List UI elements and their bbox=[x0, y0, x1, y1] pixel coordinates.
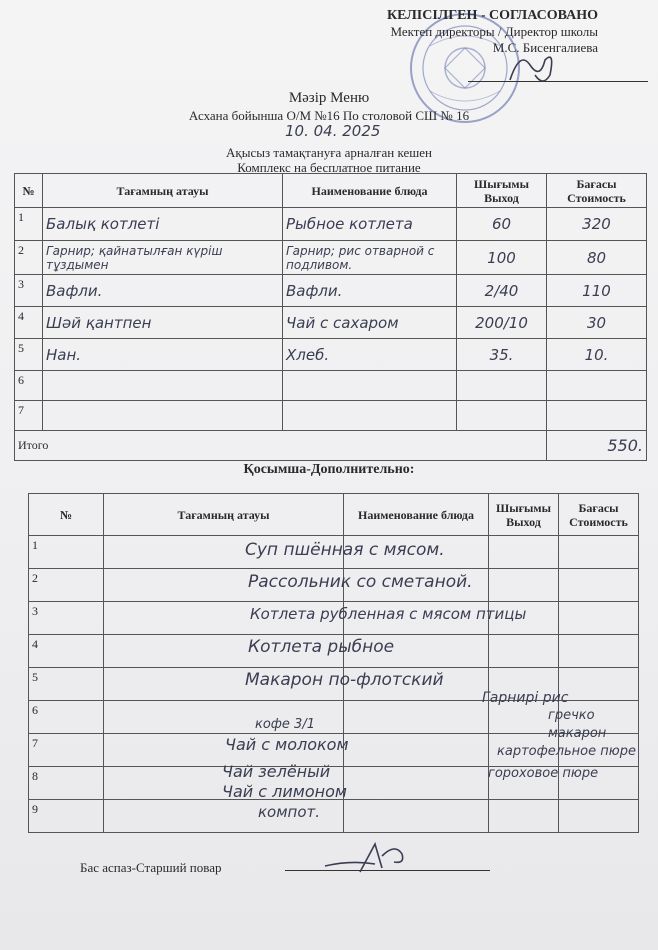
dish-ru: Чай с сахаром bbox=[283, 307, 457, 339]
complex-kz: Ақысыз тамақтануға арналған кешен bbox=[226, 145, 432, 160]
handwritten-entry: гречко bbox=[548, 708, 595, 723]
col-number: № bbox=[15, 174, 43, 208]
extra-section-title: Қосымша-Дополнительно: bbox=[243, 462, 415, 477]
director-name: М.С. Бисенгалиева bbox=[492, 40, 598, 55]
approval-block bbox=[387, 8, 598, 56]
table-row: 3 Вафли. Вафли. 2/40 110 bbox=[15, 275, 647, 307]
table-row: 3 bbox=[29, 602, 639, 635]
complex-ru: Комплекс на бесплатное питание bbox=[237, 160, 421, 175]
handwritten-entry: макарон bbox=[548, 726, 607, 741]
table-row: 1 Балық котлеті Рыбное котлета 60 320 bbox=[15, 208, 647, 241]
table-row: 7 bbox=[29, 734, 639, 767]
table-row: 4 bbox=[29, 635, 639, 668]
table-row: 5 Нан. Хлеб. 35. 10. bbox=[15, 339, 647, 371]
total-row bbox=[15, 431, 647, 461]
dish-kz: Нан. bbox=[43, 339, 283, 371]
chef-signature bbox=[320, 838, 420, 878]
canteen-line: Асхана бойынша О/М №16 По столовой СШ № 16 bbox=[188, 108, 470, 123]
col-name-ru: Наименование блюда bbox=[283, 174, 457, 208]
table-row: 5 bbox=[29, 668, 639, 701]
handwritten-entry: Рассольник со сметаной. bbox=[248, 572, 473, 592]
dish-output: 200/10 bbox=[457, 307, 547, 339]
table-row: 4 Шәй қантпен Чай с сахаром 200/10 30 bbox=[15, 307, 647, 339]
handwritten-entry: кофе 3/1 bbox=[255, 717, 315, 732]
col-output: Шығымы Выход bbox=[489, 494, 559, 536]
handwritten-entry: картофельное пюре bbox=[497, 744, 636, 759]
table-row: 6 bbox=[29, 701, 639, 734]
table-row: 8 bbox=[29, 767, 639, 800]
col-name-kz: Тағамның атауы bbox=[104, 494, 344, 536]
handwritten-entry: Суп пшённая с мясом. bbox=[245, 540, 445, 560]
director-position: Мектеп директоры / Директор школы bbox=[390, 24, 598, 39]
handwritten-entry: Гарнирі рис bbox=[482, 690, 569, 706]
dish-output: 2/40 bbox=[457, 275, 547, 307]
dish-kz: Вафли. bbox=[43, 275, 283, 307]
handwritten-entry: Котлета рубленная с мясом птицы bbox=[250, 605, 527, 623]
handwritten-entry: гороховое пюре bbox=[488, 766, 599, 781]
chef-label: Бас аспаз-Старший повар bbox=[80, 860, 222, 875]
director-signature bbox=[505, 45, 565, 90]
dish-kz: Шәй қантпен bbox=[43, 307, 283, 339]
handwritten-entry: Котлета рыбное bbox=[248, 637, 395, 657]
table-row: 2 Гарнир; қайнатылған күріш тұздымен Гарнир; рис отварной с подливом. 100 80 bbox=[15, 241, 647, 275]
col-price: Бағасы Стоимость bbox=[547, 174, 647, 208]
handwritten-entry: Чай зелёный bbox=[222, 762, 331, 781]
table-row: 6 bbox=[15, 371, 647, 401]
handwritten-entry: компот. bbox=[258, 803, 321, 821]
menu-date: 10. 04. 2025 bbox=[285, 122, 381, 140]
col-number: № bbox=[29, 494, 104, 536]
dish-ru: Хлеб. bbox=[283, 339, 457, 371]
dish-output: 60 bbox=[457, 208, 547, 241]
dish-output: 100 bbox=[457, 241, 547, 275]
table-row: 2 bbox=[29, 569, 639, 602]
free-meal-table bbox=[14, 173, 647, 461]
table-row: 1 bbox=[29, 536, 639, 569]
dish-ru: Гарнир; рис отварной с подливом. bbox=[283, 241, 457, 275]
table-row: 9 bbox=[29, 800, 639, 833]
col-output: Шығымы Выход bbox=[457, 174, 547, 208]
dish-output: 35. bbox=[457, 339, 547, 371]
dish-price: 110 bbox=[547, 275, 647, 307]
menu-title: Мәзір Меню bbox=[288, 90, 370, 106]
col-price: Бағасы Стоимость bbox=[559, 494, 639, 536]
dish-price: 80 bbox=[547, 241, 647, 275]
handwritten-entry: Чай с молоком bbox=[225, 735, 349, 754]
total-label: Итого bbox=[15, 431, 547, 461]
approval-heading: КЕЛІСІЛГЕН - СОГЛАСОВАНО bbox=[387, 8, 598, 23]
handwritten-entry: Чай с лимоном bbox=[222, 782, 347, 801]
table-row: 7 bbox=[15, 401, 647, 431]
dish-ru: Вафли. bbox=[283, 275, 457, 307]
dish-price: 10. bbox=[547, 339, 647, 371]
total-value: 550. bbox=[547, 431, 647, 461]
handwritten-entry: Макарон по-флотский bbox=[245, 670, 444, 690]
col-name-ru: Наименование блюда bbox=[344, 494, 489, 536]
dish-kz: Гарнир; қайнатылған күріш тұздымен bbox=[43, 241, 283, 275]
dish-price: 320 bbox=[547, 208, 647, 241]
dish-kz: Балық котлеті bbox=[43, 208, 283, 241]
dish-ru: Рыбное котлета bbox=[283, 208, 457, 241]
col-name-kz: Тағамның атауы bbox=[43, 174, 283, 208]
dish-price: 30 bbox=[547, 307, 647, 339]
